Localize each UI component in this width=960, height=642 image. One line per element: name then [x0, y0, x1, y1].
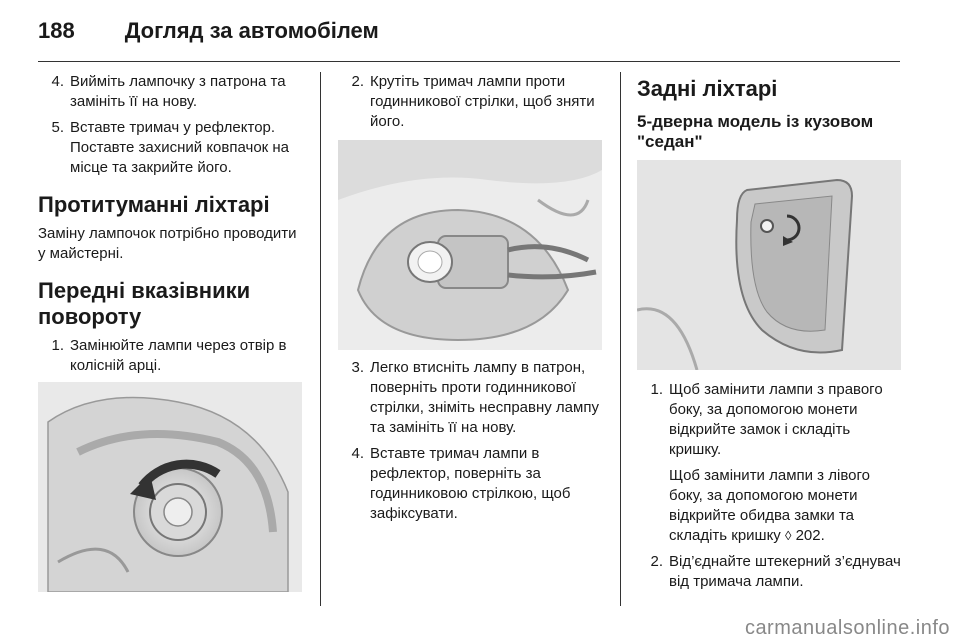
step-subtext-body: Щоб замінити лампи з лівого боку, за допомогою монети відкрийте обидва замки та складіть кришку [669, 467, 870, 544]
step-number: 2. [650, 553, 663, 570]
list-item [338, 444, 606, 524]
column-middle [338, 72, 606, 530]
column-divider [620, 72, 621, 606]
step-number: 5. [51, 119, 64, 136]
column-divider [320, 72, 321, 606]
section-title-rear-lights: Задні ліхтарі [637, 76, 778, 101]
page-header [38, 18, 379, 48]
page-number: 188 [38, 18, 75, 43]
list-item [637, 552, 903, 592]
watermark: carmanualsonline.info [744, 617, 950, 639]
step-number: 1. [650, 381, 663, 398]
step-text: Вийміть лампочку з патрона та замініть її на нову. [70, 73, 286, 110]
step-number: 1. [51, 337, 64, 354]
section-title-fog-lights: Протитуманні ліхтарі [38, 192, 270, 217]
step-text: Замінюйте лампи через отвір в колісній арці. [70, 337, 287, 374]
step-text: Щоб замінити лампи з правого боку, за допомогою монети відкрийте замок і складіть кришку. [669, 381, 883, 458]
list-item [338, 72, 606, 132]
cross-reference-arrow-icon: ◊ [784, 528, 792, 543]
list-item [38, 118, 306, 178]
list-item [38, 336, 306, 376]
step-text: Легко втисніть лампу в патрон, поверніть проти годинникової стрілки, зніміть несправну лампу та замініть її на нову. [370, 359, 599, 436]
step-text: Вставте тримач у рефлектор. Поставте захисний ковпачок на місце та закрийте його. [70, 119, 290, 176]
step-number: 3. [351, 359, 364, 376]
step-subtext [669, 466, 903, 546]
column-left [38, 72, 306, 592]
list-item [338, 358, 606, 438]
subsection-title-sedan: 5-дверна модель із кузовом "седан" [637, 112, 874, 151]
column-right [637, 72, 903, 598]
step-number: 4. [351, 445, 364, 462]
wheel-arch-illustration [38, 382, 302, 592]
section-title-turn-signals: Передні вказівники повороту [38, 278, 251, 329]
list-item [637, 380, 903, 460]
step-text: Від’єднайте штекерний з’єднувач від тримача лампи. [669, 553, 901, 590]
page-reference-link[interactable]: 202. [791, 527, 825, 544]
header-rule [38, 61, 900, 62]
fog-lights-text: Заміну лампочок потрібно проводити у майстерні. [38, 225, 297, 262]
rear-cover-illustration [637, 160, 901, 370]
step-text: Крутіть тримач лампи проти годинникової стрілки, щоб зняти його. [370, 73, 595, 130]
step-number: 2. [351, 73, 364, 90]
step-number: 4. [51, 73, 64, 90]
step-text: Вставте тримач лампи в рефлектор, поверніть за годинниковою стрілкою, щоб зафіксувати. [370, 445, 571, 522]
list-item [38, 72, 306, 112]
bulb-holder-illustration [338, 140, 602, 350]
chapter-title: Догляд за автомобілем [124, 18, 379, 43]
